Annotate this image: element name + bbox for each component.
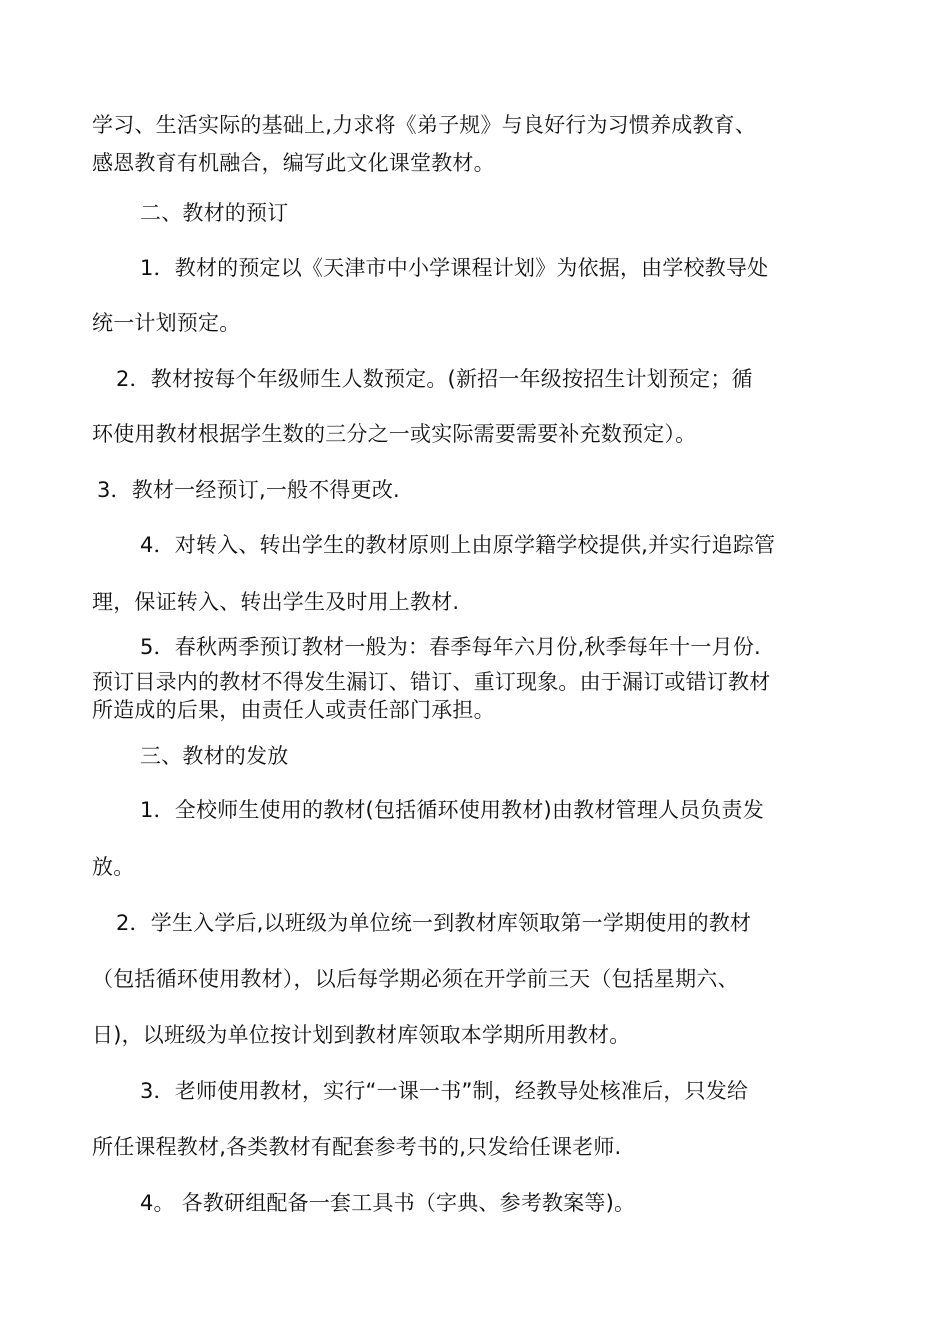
list-item-line: 环使用教材根据学生数的三分之一或实际需要需要补充数预定）。 — [92, 422, 697, 446]
list-item-line: 日)，以班级为单位按计划到教材库领取本学期所用教材。 — [92, 1023, 631, 1047]
list-item-line: 统一计划预定。 — [92, 311, 241, 335]
list-item-line: 理，保证转入、转出学生及时用上教材. — [92, 590, 460, 614]
list-item-line: 5．春秋两季预订教材一般为：春季每年六月份,秋季每年十一月份. — [140, 635, 761, 659]
list-item-line: 放。 — [92, 855, 135, 879]
paragraph-line: 学习、生活实际的基础上,力求将《弟子规》与良好行为习惯养成教育、 — [92, 113, 757, 137]
list-item-line: （包括循环使用教材），以后每学期必须在开学前三天（包括星期六、 — [92, 967, 739, 991]
paragraph-line: 感恩教育有机融合，编写此文化课堂教材。 — [92, 151, 495, 175]
list-item-line: 预订目录内的教材不得发生漏订、错订、重订现象。由于漏订或错订教材 — [92, 670, 771, 694]
list-item-line: 3．教材一经预订,一般不得更改. — [97, 478, 400, 502]
list-item-line: 所任课程教材,各类教材有配套参考书的,只发给任课老师. — [92, 1135, 622, 1159]
list-item-line: 2．教材按每个年级师生人数预定。(新招一年级按招生计划预定；循 — [116, 367, 753, 391]
list-item-line: 所造成的后果，由责任人或责任部门承担。 — [92, 698, 495, 722]
list-item-line: 2．学生入学后,以班级为单位统一到教材库领取第一学期使用的教材 — [116, 911, 752, 935]
section-heading: 三、教材的发放 — [140, 744, 289, 768]
list-item-line: 1．教材的预定以《天津市中小学课程计划》为依据，由学校教导处 — [140, 256, 769, 280]
list-item-line: 3．老师使用教材，实行“一课一书”制，经教导处核准后，只发给 — [140, 1079, 749, 1103]
section-heading: 二、教材的预订 — [140, 201, 289, 225]
list-item-line: 1．全校师生使用的教材(包括循环使用教材)由教材管理人员负责发 — [140, 798, 764, 822]
list-item-line: 4．对转入、转出学生的教材原则上由原学籍学校提供,并实行追踪管 — [140, 533, 776, 557]
list-item-line: 4。 各教研组配备一套工具书（字典、参考教案等)。 — [140, 1191, 636, 1215]
